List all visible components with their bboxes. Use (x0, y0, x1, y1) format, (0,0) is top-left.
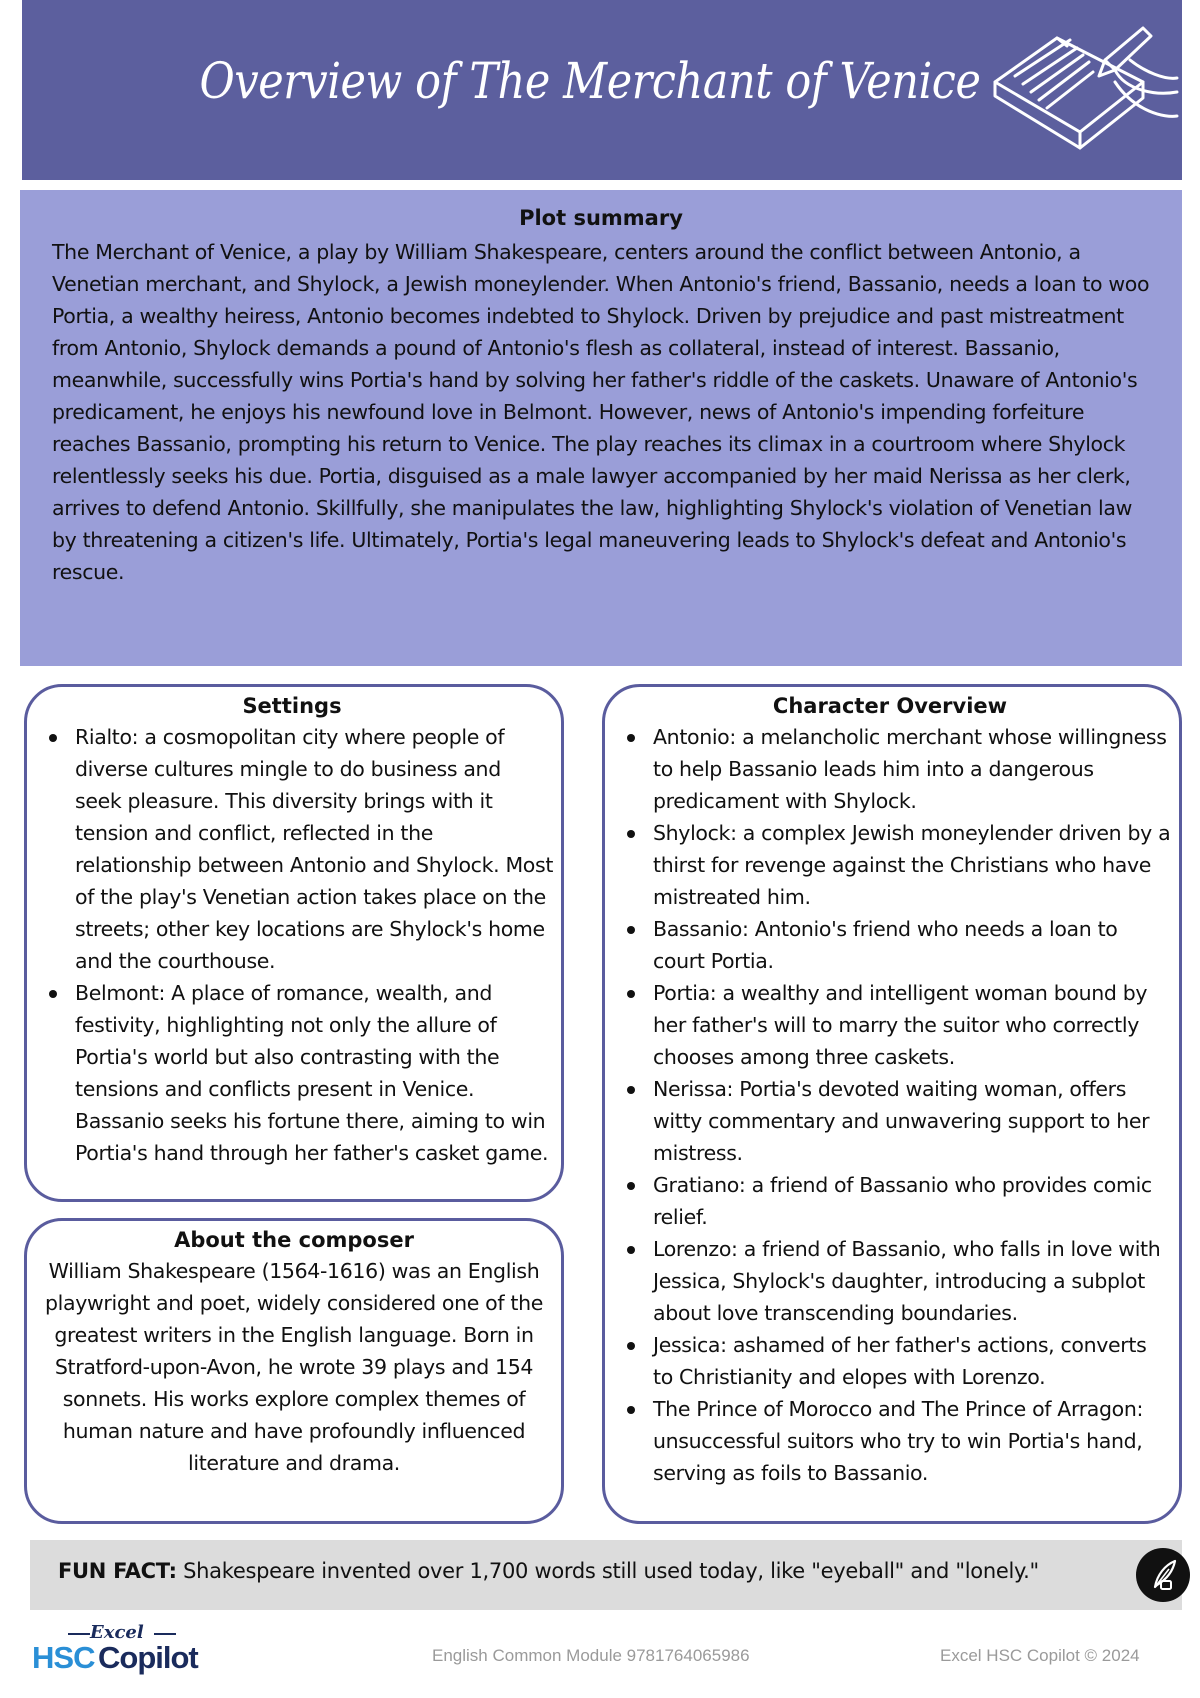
settings-title: Settings (242, 694, 342, 718)
character-item-portia: Portia: a wealthy and intelligent woman bound by her father's will to marry the suitor who correctly chooses among three caskets. (609, 977, 1171, 1073)
fun-fact-body: Shakespeare invented over 1,700 words still used today, like "eyeball" and "lonely." (176, 1559, 1039, 1583)
notebook-writing-icon (965, 20, 1180, 170)
logo-rule-left (68, 1633, 90, 1635)
character-list (609, 721, 1171, 1489)
settings-item-rialto: Rialto: a cosmopolitan city where people of diverse cultures mingle to do business and seek pleasure. This diversity brings with it tension and conflict, reflected in the relationship between Antonio and Shylock. Most of the play's Venetian action takes place on the streets; other key locations are Shylock's home and the courthouse. (31, 721, 553, 977)
quill-icon (1135, 1547, 1191, 1603)
logo-rule-right (154, 1633, 176, 1635)
plot-summary-text: The Merchant of Venice, a play by William Shakespeare, centers around the conflict between Antonio, a Venetian merchant, and Shylock, a Jewish moneylender. When Antonio's friend, Bassanio, needs a loan to woo Portia, a wealthy heiress, Antonio becomes indebted to Shylock. Driven by prejudice and past mistreatment from Antonio, Shylock demands a pound of Antonio's flesh as collateral, instead of interest. Bassanio, meanwhile, successfully wins Portia's hand by solving her father's riddle of the caskets. Unaware of Antonio's predicament, he enjoys his newfound love in Belmont. However, news of Antonio's impending forfeiture reaches Bassanio, prompting his return to Venice. The play reaches its climax in a courtroom where Shylock relentlessly seeks his due. Portia, disguised as a male lawyer accompanied by her maid Nerissa as her clerk, arrives to defend Antonio. Skillfully, she manipulates the law, highlighting Shylock's violation of Venetian law by threatening a citizen's life. Ultimately, Portia's legal maneuvering leads to Shylock's defeat and Antonio's rescue. (52, 240, 1150, 584)
character-item-nerissa: Nerissa: Portia's devoted waiting woman, offers witty commentary and unwavering support to her mistress. (609, 1073, 1171, 1169)
logo-excel-text: Excel (90, 1622, 144, 1643)
excel-hsc-copilot-logo (32, 1622, 222, 1682)
composer-title: About the composer (174, 1228, 414, 1252)
character-overview-title: Character Overview (772, 694, 1008, 718)
plot-summary-title: Plot summary (519, 206, 683, 230)
fun-fact-text (58, 1559, 1039, 1583)
composer-text: William Shakespeare (1564-1616) was an English playwright and poet, widely considered one of the greatest writers in the English language. Born in Stratford-upon-Avon, he wrote 39 plays and 154 sonnets. His works explore complex themes of human nature and have profoundly influenced literature and drama. (45, 1259, 543, 1475)
character-item-lorenzo: Lorenzo: a friend of Bassanio, who falls in love with Jessica, Shylock's daughter, introducing a subplot about love transcending boundaries. (609, 1233, 1171, 1329)
footer-module-isbn: English Common Module 9781764065986 (432, 1646, 750, 1665)
settings-list (31, 721, 553, 1169)
footer-copyright: Excel HSC Copilot © 2024 (940, 1646, 1140, 1665)
character-item-princes: The Prince of Morocco and The Prince of Arragon: unsuccessful suitors who try to win Portia's hand, serving as foils to Bassanio. (609, 1393, 1171, 1489)
character-item-jessica: Jessica: ashamed of her father's actions, converts to Christianity and elopes with Lorenzo. (609, 1329, 1171, 1393)
character-item-antonio: Antonio: a melancholic merchant whose willingness to help Bassanio leads him into a dangerous predicament with Shylock. (609, 721, 1171, 817)
character-item-gratiano: Gratiano: a friend of Bassanio who provides comic relief. (609, 1169, 1171, 1233)
fun-fact-bar (30, 1540, 1182, 1610)
character-item-shylock: Shylock: a complex Jewish moneylender driven by a thirst for revenge against the Christians who have mistreated him. (609, 817, 1171, 913)
settings-panel (24, 684, 564, 1202)
character-item-bassanio: Bassanio: Antonio's friend who needs a loan to court Portia. (609, 913, 1171, 977)
settings-item-belmont: Belmont: A place of romance, wealth, and festivity, highlighting not only the allure of Portia's world but also contrasting with the tensions and conflicts present in Venice. Bassanio seeks his fortune there, aiming to win Portia's hand through her father's casket game. (31, 977, 553, 1169)
page-title: Overview of The Merchant of Venice (199, 52, 981, 110)
composer-panel (24, 1218, 564, 1524)
fun-fact-label: FUN FACT: (58, 1559, 177, 1583)
logo-hsc-text: HSC (32, 1640, 95, 1675)
plot-summary-panel (20, 190, 1182, 666)
character-overview-panel (602, 684, 1182, 1524)
logo-copilot-text: Copilot (98, 1640, 198, 1675)
